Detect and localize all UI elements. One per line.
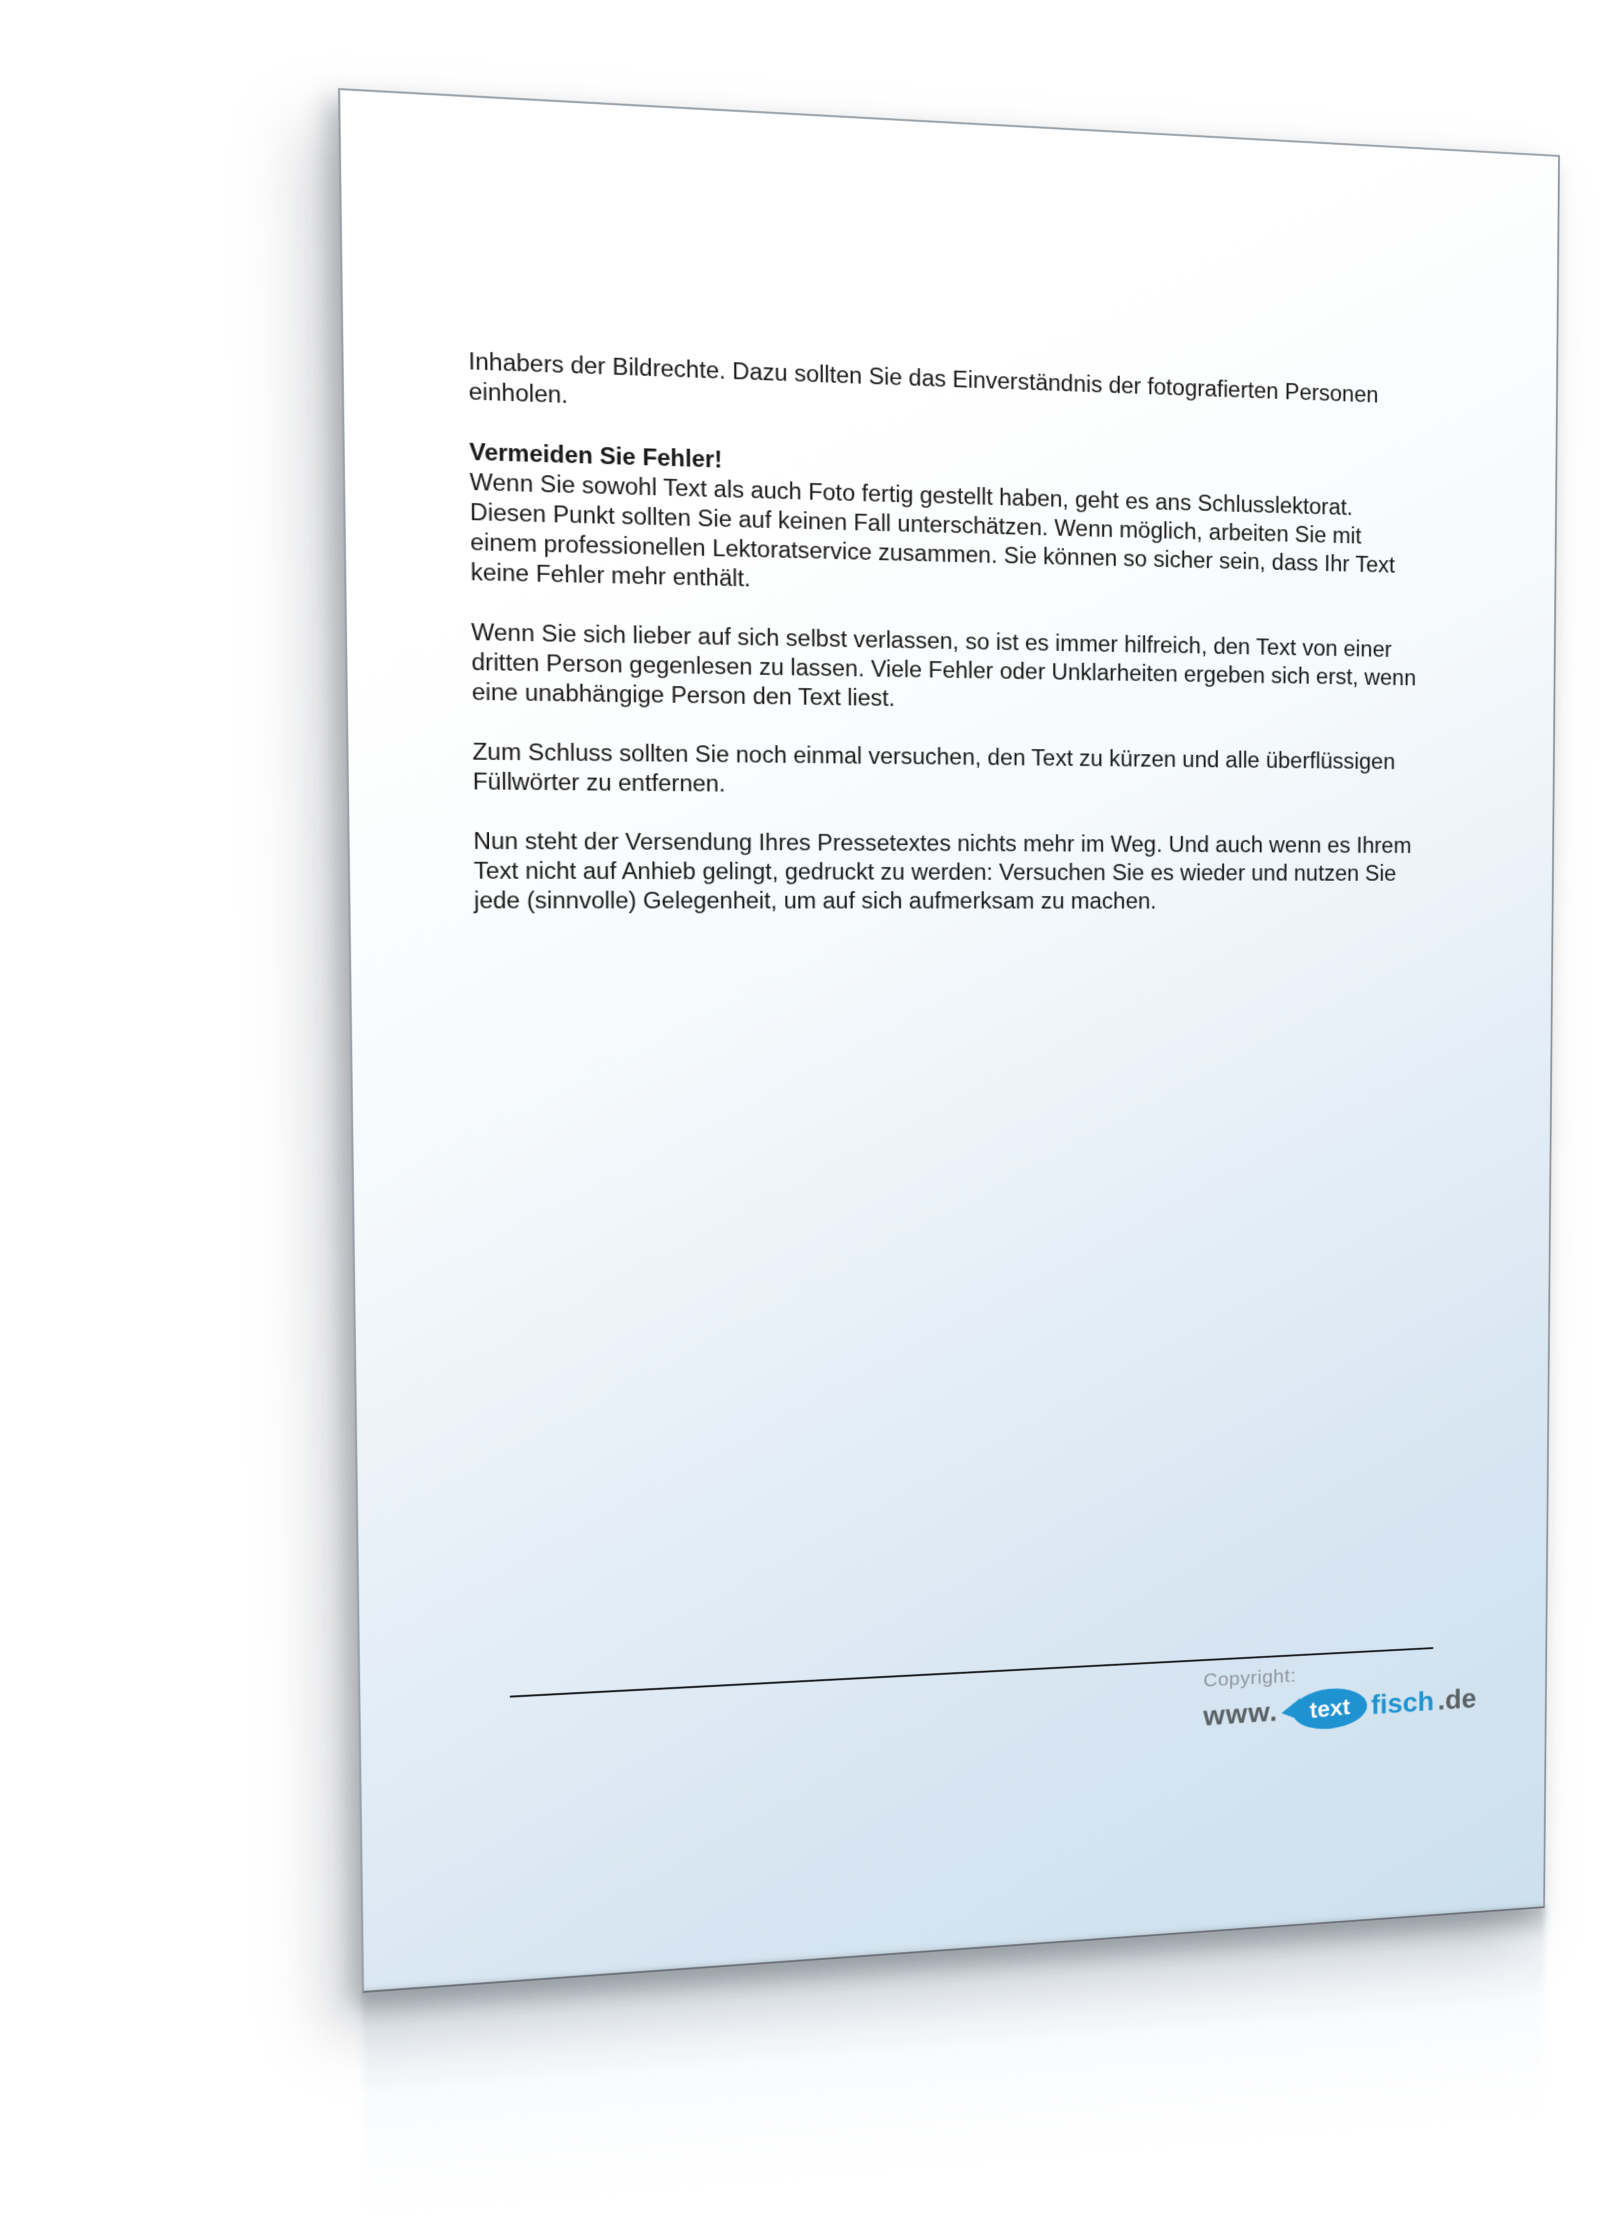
fish-body-icon: text xyxy=(1292,1685,1368,1732)
document-body xyxy=(468,346,1419,945)
footer xyxy=(1203,1657,1477,1736)
paragraph: Wenn Sie sowohl Text als auch Foto fertig gestellt haben, geht es ans Schlusslektorat. Diesen Punkt sollten Sie auf keinen Fall unterschätzen. Wenn möglich, arbeiten Sie mit einem professionellen Lektoratservice zusammen. Sie können so sicher sein, dass Ihr Text keine Fehler mehr enthält. xyxy=(469,468,1396,592)
logo-tld-text: .de xyxy=(1437,1683,1477,1716)
paragraph: Zum Schluss sollten Sie noch einmal versuchen, den Text zu kürzen und alle überflüssigen Füllwörter zu entfernen. xyxy=(472,738,1396,797)
logo-www-text: www. xyxy=(1203,1696,1279,1732)
fish-icon xyxy=(1282,1686,1368,1732)
paragraph: Wenn Sie sich lieber auf sich selbst verlassen, so ist es immer hilfreich, den Text von einer dritten Person gegenlesen zu lassen. Viele Fehler oder Unklarheiten ergeben sich erst, wenn eine unabhängige Person den Text liest. xyxy=(471,619,1417,711)
logo-fisch-text: fisch xyxy=(1370,1686,1435,1721)
copyright-label: Copyright: xyxy=(1203,1665,1297,1692)
page-shadow-reflection xyxy=(362,1906,1545,2215)
section-heading: Vermeiden Sie Fehler! xyxy=(469,438,723,473)
paragraph: Inhabers der Bildrechte. Dazu sollten Sie das Einverständnis der fotografierten Personen einholen. xyxy=(468,348,1379,408)
document-page xyxy=(338,88,1560,1993)
paragraph: Nun steht der Versendung Ihres Pressetextes nichts mehr im Weg. Und auch wenn es Ihrem Text nicht auf Anhieb gelingt, gedruckt zu werden: Versuchen Sie es wieder und nutzen Sie jede (sinnvolle) Gelegenheit, um auf sich aufmerksam zu machen. xyxy=(473,828,1412,914)
